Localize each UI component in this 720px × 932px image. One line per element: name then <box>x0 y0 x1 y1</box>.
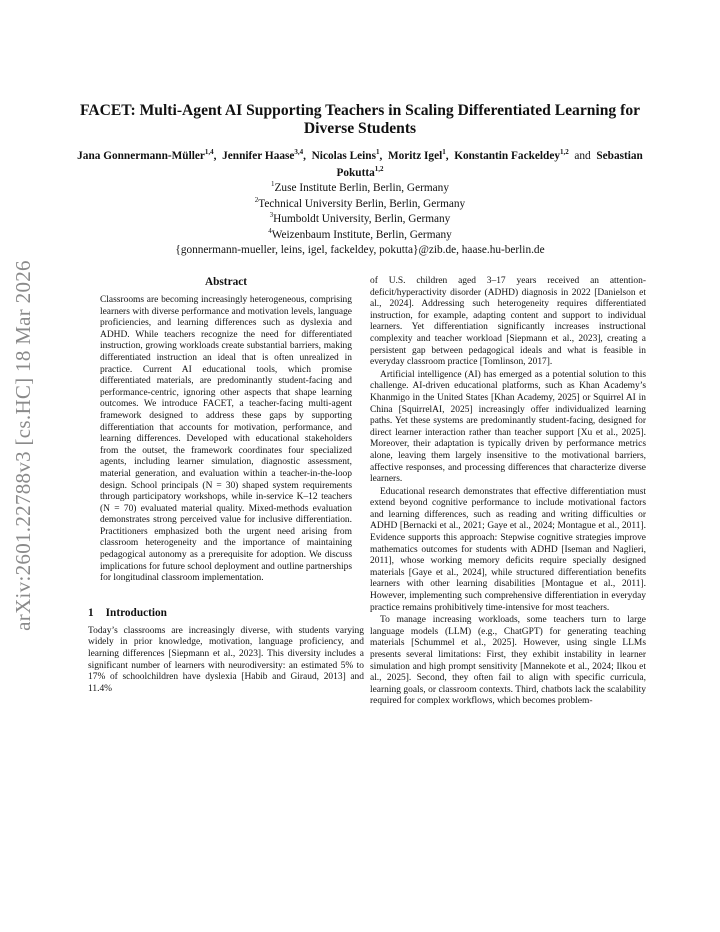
paper-title: FACET: Multi-Agent AI Supporting Teachers in Scaling Differentiated Learning for Diverse Students <box>79 102 641 137</box>
author-name: Jana Gonnermann-Müller <box>77 150 205 162</box>
affiliation-number: 3 <box>269 211 274 220</box>
body-paragraph: of U.S. children aged 3–17 years received an attention-deficit/hyperactivity disorder (ADHD) diagnosis in 2022 [Danielson et al., 2024]. Addressing such heterogeneity requires differentiated instruction, for example, adapting content and support to individual learners. Yet differentiation significantly increases instructional complexity and teacher workload [Siepmann et al., 2023], creating a persistent gap between pedagogical ideals and what is feasible in everyday classroom practice [Tomlinson, 2017]. <box>370 276 646 368</box>
right-column <box>370 276 646 708</box>
author-affiliation-marker: 1,2 <box>374 165 384 174</box>
affiliation-list <box>90 181 630 259</box>
affiliation-text: Humboldt University, Berlin, Germany <box>273 213 451 225</box>
affiliation-line <box>90 181 630 197</box>
affiliation-line <box>90 212 630 228</box>
arxiv-identifier: arXiv:2601.22788v3 [cs.HC] 18 Mar 2026 <box>10 259 35 631</box>
author-emails: {gonnermann-mueller, leins, igel, fackeldey, pokutta}@zib.de, haase.hu-berlin.de <box>175 244 545 256</box>
affiliation-line <box>90 197 630 213</box>
section-title: Introduction <box>105 606 167 619</box>
author-affiliation-marker: 3,4 <box>294 148 304 157</box>
author-affiliation-marker: 1,2 <box>559 148 569 157</box>
author-conjunction: and <box>574 150 591 162</box>
affiliation-text: Weizenbaum Institute, Berlin, Germany <box>271 228 452 241</box>
abstract-text: Classrooms are becoming increasingly heterogeneous, comprising learners with diverse performance and motivation levels, language proficiencies, and learning differences such as dyslexia and ADHD. While teachers recognize the need for differentiated instruction, growing workloads create substantial barriers, making differentiated instruction an ideal that is often unrealized in practice. Current AI educational tools, which promise differentiated materials, are predominantly student-facing and performance-centric, ignoring other aspects that shape learning outcomes. We introduce FACET, a teacher-facing multi-agent framework designed to address these gaps by supporting differentiation that accounts for motivation, performance, and learning differences. Developed with educational stakeholders from the outset, the framework coordinates four specialized agents, including learner simulation, diagnostic assessment, material generation, and evaluation within a teacher-in-the-loop design. School principals (N = 30) shaped system requirements through participatory workshops, while in-service K–12 teachers (N = 70) evaluated material quality. Mixed-methods evaluation demonstrates strong perceived value for inclusive differentiation. Practitioners emphasized both the urgent need arising from classroom heterogeneity and the importance of maintaining pedagogical autonomy as a prerequisite for adoption. We discuss implications for future school deployment and outline partnerships for longitudinal classroom implementation. <box>100 295 352 584</box>
arxiv-sidebar-stamp <box>4 220 42 670</box>
author-name: Sebastian Pokutta <box>336 150 643 179</box>
left-column <box>88 276 364 695</box>
author-list: Jana Gonnermann-Müller$^{1,4}$, Jennifer Haase$^{3,4}$, Nicolas Leins$^1$, Moritz Igel$^1$, Konstantin Fackeldey$^{1,2}$ and Sebastian Pokutta$^{1,2}$ <box>77 148 643 179</box>
section-number: 1 <box>88 606 94 619</box>
body-paragraph: To manage increasing workloads, some teachers turn to large language models (LLM) (e.g., ChatGPT) for generating teaching materials [Schummel et al., 2025]. However, using single LLMs presents several limitations: First, they exhibit instability in learner simulation and high prompt sensitivity [Mannekote et al., 2024; Ilkou et al., 2025]. Second, they often fail to align with specific curricula, learning goals, or classroom contexts. Third, chatbots lack the scalability required for complex workflows, which becomes problem- <box>370 615 646 707</box>
section-heading-introduction <box>88 607 364 619</box>
author-name: Jennifer Haase <box>222 150 295 162</box>
author-affiliation-marker: 1 <box>442 148 446 157</box>
affiliation-number: 1 <box>271 180 275 189</box>
body-paragraph: Artificial intelligence (AI) has emerged as a potential solution to this challenge. AI-driven educational platforms, such as Khan Academy’s Khanmigo in the United States [Khan Academy, 2025] or Squirrel AI in China [SquirrelAI, 2025] increasingly offer individualized learning paths. Yet these systems are predominantly student-facing, designed for direct learner interaction rather than teacher support [Xu et al., 2025]. Moreover, their adaptation is typically driven by performance metrics alone, leaving them largely insensitive to the motivational barriers, affective responses, and processing differences that characterize diverse learners. <box>370 369 646 485</box>
author-name: Konstantin Fackeldey <box>454 150 560 162</box>
author-affiliation-marker: 1,4 <box>204 148 214 157</box>
affiliation-text: Zuse Institute Berlin, Berlin, Germany <box>274 182 449 194</box>
affiliation-number: 4 <box>268 226 272 235</box>
affiliation-number: 2 <box>254 195 259 204</box>
author-name: Nicolas Leins <box>311 150 376 162</box>
affiliation-line <box>90 228 630 244</box>
intro-paragraph: Today’s classrooms are increasingly diverse, with students varying widely in prior knowledge, motivation, language proficiency, and learning differences [Siepmann et al., 2023]. This diversity includes a significant number of learners with neurodiversity: an estimated 5% to 17% of schoolchildren have dyslexia [Habib and Giraud, 2013] and 11.4% <box>88 625 364 694</box>
author-name: Moritz Igel <box>387 150 443 162</box>
body-paragraph: Educational research demonstrates that effective differentiation must extend beyond cognitive performance to include motivational factors and learning differences, such as reading and writing difficulties or ADHD [Bernacki et al., 2021; Gaye et al., 2024; Montague et al., 2011]. Evidence supports this approach: Stepwise cognitive strategies improve mathematics outcomes for students with ADHD [Iseman and Naglieri, 2011], whose working memory deficits require specially designed materials [Gaye et al., 2024], while structured differentiation benefits learners with other learning disabilities [Montague et al., 2011]. However, implementing such comprehensive differentiation in everyday practice remains prohibitively time-intensive for most teachers. <box>370 486 646 613</box>
affiliation-text: Technical University Berlin, Berlin, Germany <box>258 197 466 210</box>
abstract-heading: Abstract <box>204 276 248 288</box>
author-affiliation-marker: 1 <box>375 148 380 157</box>
